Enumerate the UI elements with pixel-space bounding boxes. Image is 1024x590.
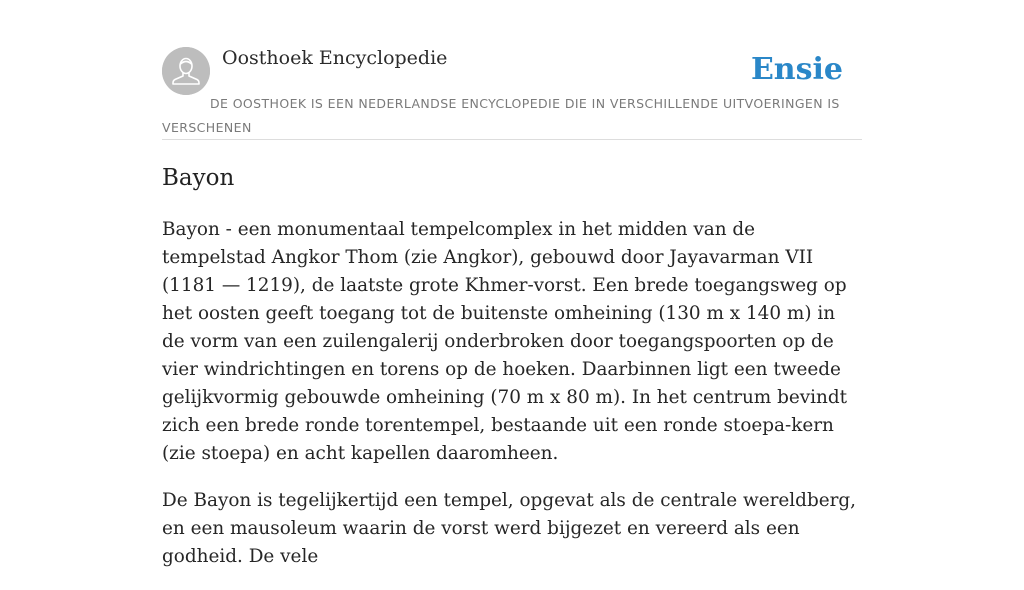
ensie-logo-link[interactable]: Ensie — [750, 52, 843, 87]
article-paragraph: De Bayon is tegelijkertijd een tempel, opgevat als de centrale wereldberg, en een mausoleum waarin de vorst werd bijgezet en vereerd als een godheid. De vele — [162, 490, 857, 567]
header-divider — [162, 139, 862, 140]
article-title: Bayon — [162, 165, 235, 191]
article-paragraph: Bayon - een monumentaal tempelcomplex in het midden van de tempelstad Angkor Thom (zie Angkor), gebouwd door Jayavarman VII (1181 — 1219), de laatste grote Khmer-vorst. Een brede toegangsweg op het oosten geeft toegang tot de buitenste omheining (130 m x 140 m) in de vorm van een zuilengalerij onderbroken door toegangspoorten op de vier windrichtingen en torens op de hoeken. Daarbinnen ligt een tweede gelijkvormig gebouwde omheining (70 m x 80 m). In het centrum bevindt zich een brede ronde torentempel, bestaande uit een ronde stoepa-kern (zie stoepa) en acht kapellen daaromheen. — [162, 219, 848, 464]
source-description: DE OOSTHOEK IS EEN NEDERLANDSE ENCYCLOPEDIE DIE IN VERSCHILLENDE UITVOERINGEN IS VERSCHENEN — [162, 96, 840, 135]
user-silhouette-icon — [162, 47, 210, 95]
article-body — [162, 216, 862, 590]
avatar[interactable] — [162, 47, 210, 95]
source-name-link[interactable]: Oosthoek Encyclopedie — [222, 47, 448, 69]
